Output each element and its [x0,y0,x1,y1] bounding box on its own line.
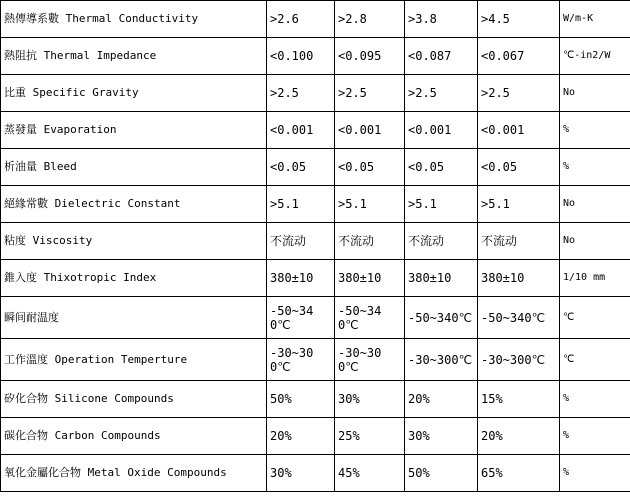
property-label: 氧化金屬化合物 Metal Oxide Compounds [1,455,267,492]
table-row [1,381,630,418]
property-label: 熱傳導系數 Thermal Conductivity [1,1,267,38]
value-cell: >2.8 [335,1,405,38]
value-cell: 不流动 [267,223,335,260]
unit-cell: % [560,149,630,186]
value-cell: 不流动 [478,223,560,260]
table-row [1,149,630,186]
value-cell: -30~300℃ [478,339,560,381]
unit-cell: No [560,75,630,112]
value-cell: <0.05 [267,149,335,186]
unit-cell: ℃ [560,297,630,339]
table-row [1,112,630,149]
value-cell: 45% [335,455,405,492]
value-cell: 20% [405,381,478,418]
value-cell: 25% [335,418,405,455]
value-cell: 15% [478,381,560,418]
value-cell: >2.5 [405,75,478,112]
value-cell: -30~300℃ [405,339,478,381]
value-cell: -50~340℃ [267,297,335,339]
value-cell: -30~300℃ [335,339,405,381]
value-cell: <0.001 [405,112,478,149]
property-label: 熱阻抗 Thermal Impedance [1,38,267,75]
table-row [1,75,630,112]
property-label: 碳化合物 Carbon Compounds [1,418,267,455]
unit-cell: % [560,381,630,418]
value-cell: -50~340℃ [478,297,560,339]
value-cell: <0.100 [267,38,335,75]
property-label: 析油量 Bleed [1,149,267,186]
value-cell: 380±10 [267,260,335,297]
value-cell: 20% [478,418,560,455]
unit-cell: % [560,112,630,149]
unit-cell: No [560,223,630,260]
value-cell: >5.1 [267,186,335,223]
value-cell: >2.6 [267,1,335,38]
value-cell: 380±10 [335,260,405,297]
value-cell: >5.1 [405,186,478,223]
table-row [1,186,630,223]
value-cell: 30% [335,381,405,418]
value-cell: <0.001 [267,112,335,149]
unit-cell: ℃-in2/W [560,38,630,75]
value-cell: >2.5 [478,75,560,112]
value-cell: <0.05 [478,149,560,186]
property-label: 錐入度 Thixotropic Index [1,260,267,297]
value-cell: <0.087 [405,38,478,75]
unit-cell: W/m-K [560,1,630,38]
value-cell: >5.1 [478,186,560,223]
value-cell: 不流动 [335,223,405,260]
value-cell: 20% [267,418,335,455]
property-label: 矽化合物 Silicone Compounds [1,381,267,418]
value-cell: 50% [267,381,335,418]
value-cell: <0.05 [335,149,405,186]
unit-cell: % [560,418,630,455]
property-label: 比重 Specific Gravity [1,75,267,112]
table-row [1,297,630,339]
value-cell: <0.001 [335,112,405,149]
value-cell: <0.05 [405,149,478,186]
value-cell: 30% [267,455,335,492]
table-row [1,38,630,75]
property-label: 瞬间耐温度 [1,297,267,339]
value-cell: >3.8 [405,1,478,38]
unit-cell: ℃ [560,339,630,381]
property-label: 絕緣常數 Dielectric Constant [1,186,267,223]
table-row [1,223,630,260]
value-cell: -50~340℃ [405,297,478,339]
value-cell: 30% [405,418,478,455]
value-cell: -30~300℃ [267,339,335,381]
property-label: 工作溫度 Operation Temperture [1,339,267,381]
value-cell: 不流动 [405,223,478,260]
value-cell: <0.095 [335,38,405,75]
value-cell: >2.5 [267,75,335,112]
unit-cell: No [560,186,630,223]
value-cell: 380±10 [405,260,478,297]
value-cell: 380±10 [478,260,560,297]
table-row [1,339,630,381]
table-row [1,1,630,38]
table-row [1,260,630,297]
value-cell: -50~340℃ [335,297,405,339]
value-cell: <0.001 [478,112,560,149]
unit-cell: % [560,455,630,492]
table-row [1,455,630,492]
table-row [1,418,630,455]
value-cell: 50% [405,455,478,492]
value-cell: >4.5 [478,1,560,38]
unit-cell: 1/10 mm [560,260,630,297]
property-label: 粘度 Viscosity [1,223,267,260]
value-cell: >2.5 [335,75,405,112]
value-cell: 65% [478,455,560,492]
value-cell: >5.1 [335,186,405,223]
property-label: 蒸發量 Evaporation [1,112,267,149]
value-cell: <0.067 [478,38,560,75]
